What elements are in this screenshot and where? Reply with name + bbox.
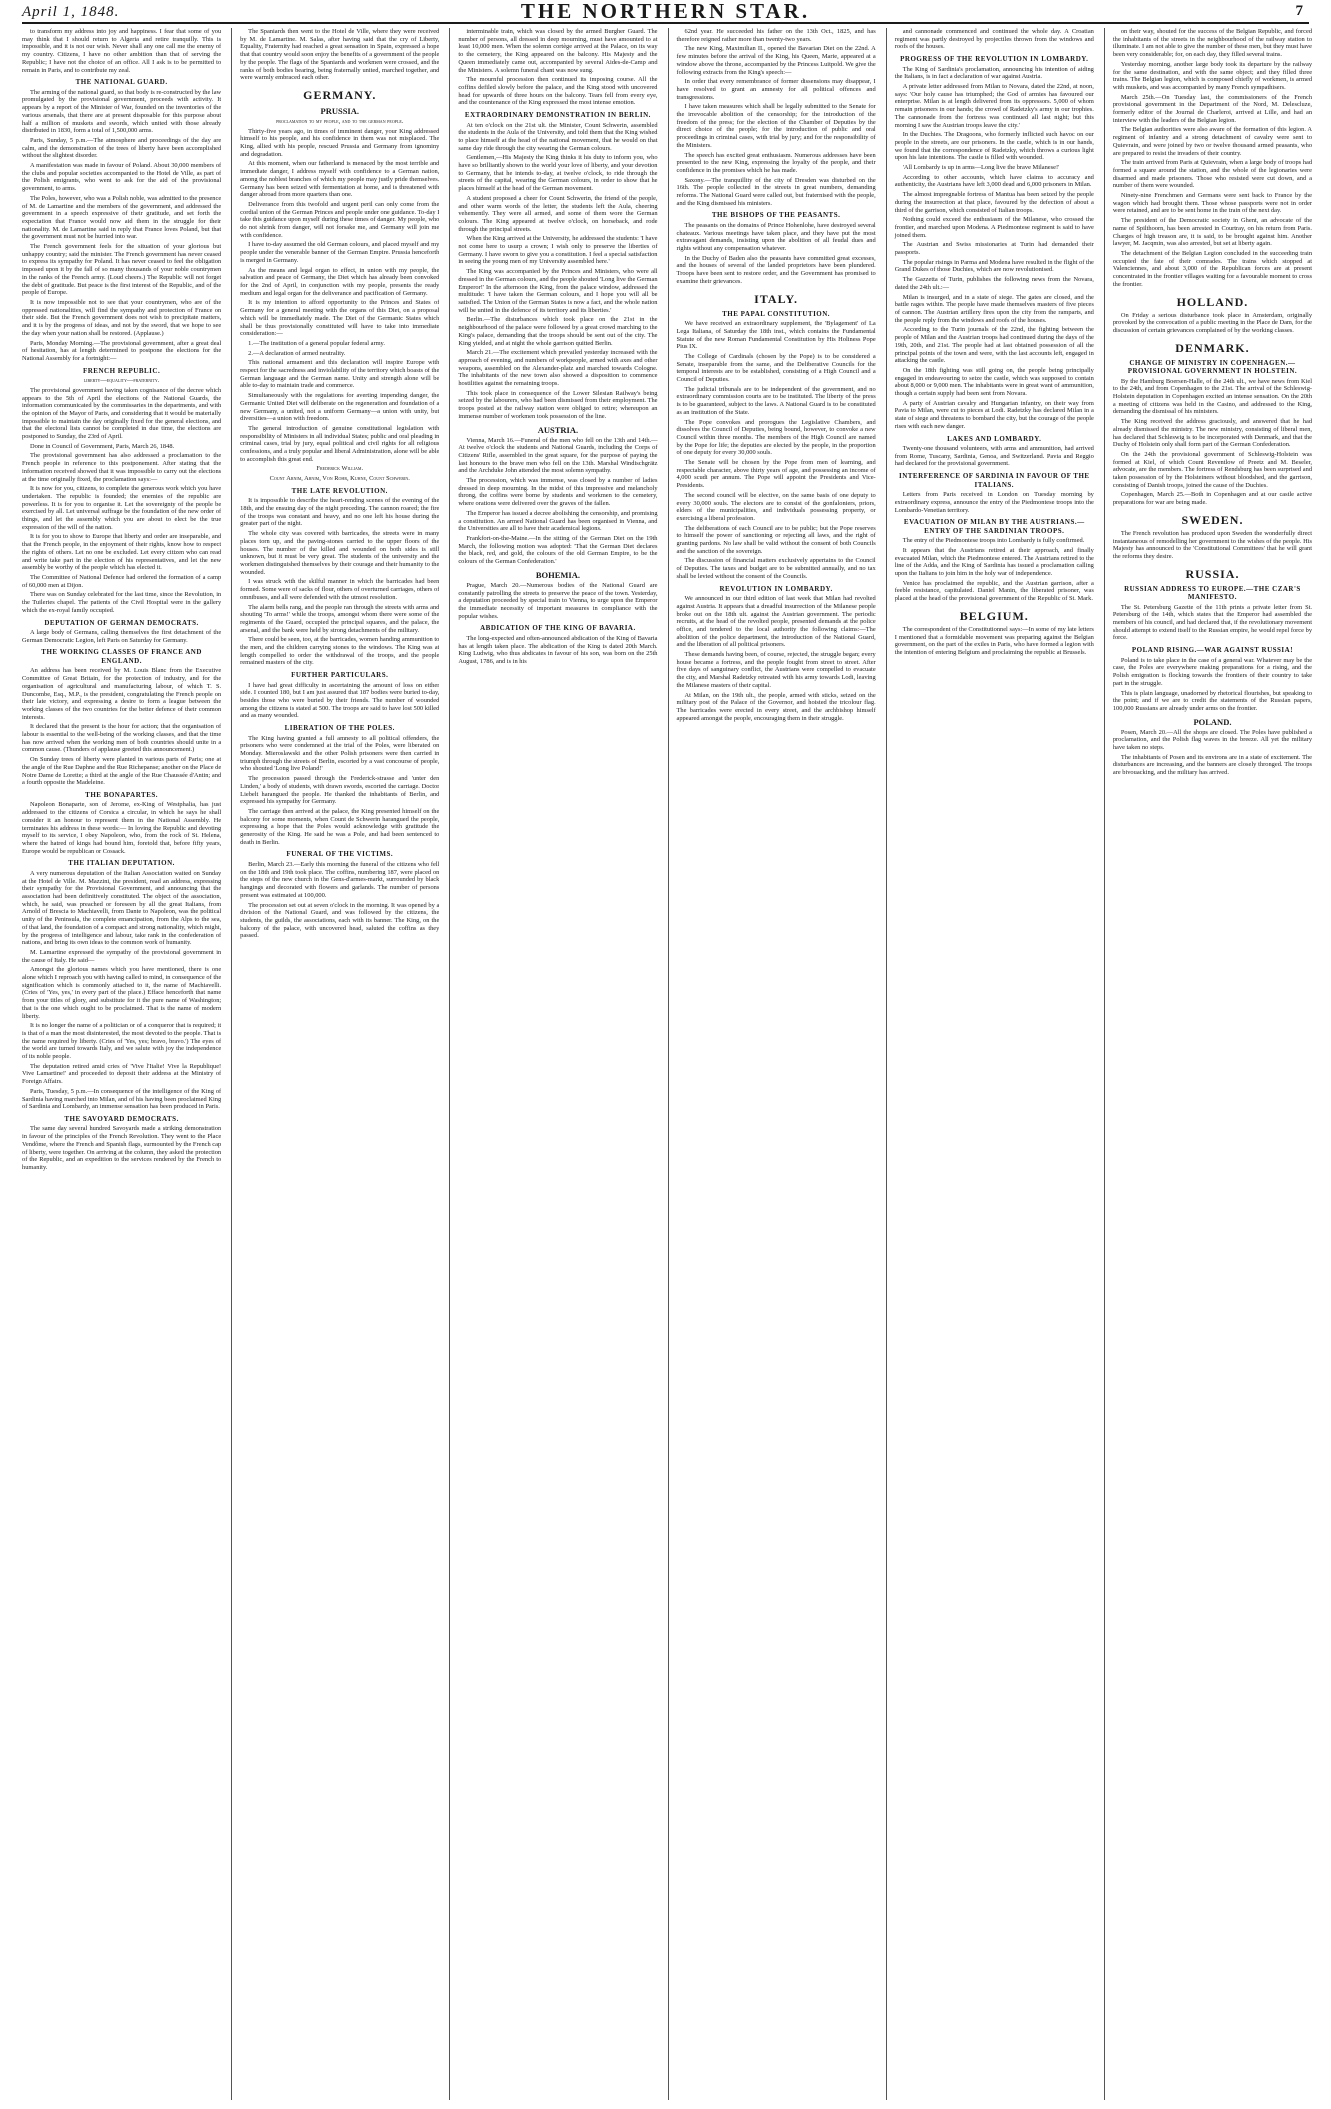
page-number: 7: [1295, 3, 1303, 19]
paragraph: on their way, shouted for the success of the Belgian Republic, and forced the inhabitants of the streets in the neighbourhood of the railway station to illuminate. I am not able to give the number of these men, but they must have been very considerable; for, on each day, they filled several trains.: [1112, 28, 1312, 59]
paragraph: This took place in consequence of the Lower Silesian Railway's being seized by the labourers, who had been dismissed from their employment. The troops posted at the railway station were obliged to retire; whereupon an immense number of workmen took possession of the line.: [458, 389, 658, 420]
paragraph: The same day several hundred Savoyards made a striking demonstration in favour of the principles of the French Revolution. They went to the Place Vendôme, where the French and Spanish flags, surmounted by the French cap of liberty, were together. On arriving at the column, they asked the protection of the Republic, and an expedition to the services rendered by the French to humanity.: [22, 1125, 222, 1171]
paragraph: Venice has proclaimed the republic, and the Austrian garrison, after a feeble resistance, capitulated. Daniel Manin, the liberated prisoner, was placed at the head of the provisional government of the Republic of St. Mark.: [894, 579, 1094, 603]
paragraph: 1.—The institution of a general popular federal army.: [248, 339, 385, 347]
headline: EXTRAORDINARY DEMONSTRATION IN BERLIN.: [464, 111, 651, 120]
headline: BELGIUM.: [959, 608, 1029, 623]
paragraph: The King received the address graciously, and answered that he had already dismissed the ministry. The new ministry, consisting of liberal men, has declared that Schleswig is to be incorporated with Denmark, and that the Duchy of Holstein only shall form part of the German Confederation.: [1112, 418, 1312, 449]
paragraph: The carriage then arrived at the palace, the King presented himself on the balcony for some moments, when Count de Schwerin harangued the people, expressing a hope that the Poles would acknowledge with gratitude the generosity of the King. He said he was a Pole, and had been sentenced to death in Berlin.: [240, 807, 440, 846]
paragraph: The arming of the national guard, so that body is re-constructed by the law promulgated by the provisional government, proceeds with activity. It appears by a report of the Minister of War, founded on the inventories of the various arsenals, that there are at present disposable for this purpose about half a million of muskets and swords, which united with those already distributed in 1830, form a total of 1,500,000 arms.: [22, 88, 222, 135]
paragraph: Napoleon Bonaparte, son of Jerome, ex-King of Westphalia, has just addressed to the citizens of Corsica a circular, in which he says he shall consider it an honour to represent them in the National Assembly. He terminates his address in these words:— In loving the Republic and devoting myself to its service, I obey Napoleon, who, from the rock of St. Helena, where the hatred of kings had bound him, foretold that, before fifty years, Europe would be republican or Cossack.: [22, 801, 222, 855]
paragraph: We announced in our third edition of last week that Milan had revolted against Austria. It appears that a dreadful insurrection of the Milanese people broke out on the 18th ult. against the Austrian government. The periodic recruits, at the head of the revolted people, presented demands at the police office, and tendered to the local authority the following claims:—The abolition of the police department, the introduction of the National Guard, and the liberation of all political prisoners.: [676, 595, 876, 649]
paragraph: March 25th.—On Tuesday last, the commissioners of the French provisional government in the Department of the Nord, M. Delescluze, formerly editor of the Journal de Charleroi, arrived at Lille, and had an interview with the leaders of the Belgian legion.: [1112, 93, 1312, 124]
paragraph: It is my intention to afford opportunity to the Princes and States of Germany for a general meeting with the organs of this Diet, on a proposal which will be immediately made. The Diet of the Germanic States which shall be thus provisionally constituted will have to take into immediate consideration:—: [240, 299, 440, 338]
paragraph: It is no longer the name of a politician or of a conqueror that is required; it is that of a man the most disinterested, the most devoted to the people. That is the name required by liberty. (Cries of 'Yes, yes; bravo, bravo.') The eyes of the world are turned towards Italy, and we salute with joy the independence of its noble people.: [22, 1022, 222, 1061]
paragraph: Berlin, March 23.—Early this morning the funeral of the citizens who fell on the 18th and 19th took place. The coffins, numbering 187, were placed on the steps of the new church in the Gens-d'armes-markt, surrounded by black hangings and decorated with flowers and garlands. The number of persons present was estimated at 100,000.: [240, 860, 440, 899]
paragraph: The procession, which was immense, was closed by a number of ladies dressed in deep mourning. In the midst of this impressive and melancholy throng, the coffins were borne by students and workmen to the cemetery, where orations were delivered over the graves of the fallen.: [458, 477, 658, 508]
headline: THE WORKING CLASSES OF FRANCE AND ENGLAND.: [41, 648, 202, 665]
headline: ITALY.: [754, 291, 799, 306]
paragraph: As the means and legal organ to effect, in union with my people, the salvation and peace of Germany, the Diet which has already been convoked for the 2nd of April, in conjunction with my people, presents the ready medium and legal organ for the deliverance and pacification of Germany.: [240, 266, 440, 297]
column-4: [668, 28, 876, 2100]
paragraph: The correspondent of the Constitutionnel says:—In some of my late letters I mentioned that a formidable movement was preparing against the Belgian government, on the part of the exiles in Paris, who have formed a legion with the intention of entering Belgium and proclaiming the republic at Brussels.: [894, 625, 1094, 656]
paragraph: Poland is to take place in the case of a general war. Whatever may be the case, the Poles are everywhere making preparations for a rising, and the Polish emigration is flocking towards the frontiers of their country to take part in the struggle.: [1112, 656, 1312, 687]
paragraph: 62nd year. He succeeded his father on the 13th Oct., 1825, and has therefore reigned rather more than twenty-two years.: [676, 28, 876, 43]
paragraph: The speech has excited great enthusiasm. Numerous addresses have been presented to the new King, expressing the loyalty of the people, and their confidence in the promises which he has made.: [676, 151, 876, 174]
paragraph: On the 24th the provisional government of Schleswig-Holstein was formed at Kiel, of which Count Reventlow of Preetz and M. Beseler, advocate, are the members. The fortress of Rendsburg has been surprised and taken possession of by the Holsteiners without bloodshed, and the garrison, consisting of Danish troops, joined the cause of the Duchies.: [1112, 450, 1312, 489]
paragraph: These demands having been, of course, rejected, the struggle began; every house became a fortress, and the people fought from street to street. After five days of sanguinary conflict, the Austrians were compelled to evacuate the city, and Marshal Radetzky retreated with his army towards Lodi, leaving the Milanese masters of their capital.: [676, 651, 876, 689]
paragraph: The Spaniards then went to the Hotel de Ville, where they were received by M. de Lamartine. M. Salas, after having said that the cry of Liberty, Equality, Fraternity had reached a great sensation in Spain, expressed a hope that that country would soon enjoy the benefits of a government of the people by the people. The flags of the Spaniards and workmen were crossed, and the ranks of both bodies bearing, being fraternally united, marched together, and were warmly embraced each other.: [240, 28, 440, 82]
paragraph: According to the Turin journals of the 22nd, the fighting between the people of Milan and the Austrian troops had continued during the days of the 19th, 20th, and 21st. The people had at last obtained possession of all the principal points of the town and were, with the last accounts left, engaged in attacking the castle.: [894, 326, 1094, 365]
paragraph: M. Lamartine expressed the sympathy of the provisional government in the cause of Italy. He said—: [22, 948, 222, 964]
paragraph: According to other accounts, which have claims to accuracy and authenticity, the Austrians have left 3,000 dead and 6,000 prisoners in Milan.: [894, 173, 1094, 189]
paragraph: There could be seen, too, at the barricades, women handing ammunition to the men, and the children carrying stones to the windows. The King was at length compelled to order the withdrawal of the troops, and the people remained masters of the city.: [240, 636, 440, 667]
paragraph: The entry of the Piedmontese troops into Lombardy is fully confirmed.: [902, 537, 1085, 545]
paragraph: Paris, Tuesday, 5 p.m.—In consequence of the intelligence of the King of Sardinia having marched into Milan, and of his having been proclaimed King of Sardinia and Lombardy, an immense sensation has been produced in Paris.: [22, 1087, 222, 1111]
paragraph: Gentlemen,—His Majesty the King thinks it his duty to inform you, who have so brilliantly shown to the world your love of liberty, and your devotion to Germany, that he intends to-day, at twelve o'clock, to ride through the streets of the capital, wearing the German colours, in order to show that he places himself at the head of the German movement.: [458, 154, 658, 193]
paragraph: The train arrived from Paris at Quievrain, when a large body of troops had formed a square around the station, and the whole of the legionaries were disarmed and made prisoners. Those who resisted were cut down, and a number of them were wounded.: [1112, 159, 1312, 190]
paragraph: The procession passed through the Frederick-strasse and 'unter den Linden,' a body of students, with drawn swords, escorted the carriage. Doctor Liebelt harangued the people. He thanked the inhabitants of Berlin, and expressed his sympathy for Germany.: [240, 775, 440, 806]
headline: RUSSIA.: [1185, 566, 1240, 581]
paragraph: Copenhagen, March 25.—Both in Copenhagen and at our castle active preparations for war are being made.: [1112, 491, 1312, 507]
paragraph: March 21.—The excitement which prevailed yesterday increased with the approach of evening, and numbers of workpeople, armed with axes and other weapons, assembled on the Alexander-platz and marched towards Cologne. The inhabitants of the new town also showed a disposition to commence hostilities against the remaining troops.: [458, 349, 658, 388]
paragraph: A large body of Germans, calling themselves the first detachment of the German Democratic Legion, left Paris on Saturday for Germany.: [22, 629, 222, 644]
paragraph: A party of Austrian cavalry and Hungarian infantry, on their way from Pavia to Milan, were cut to pieces at Lodi. Radetzky has declared Milan in a state of siege and threatens to bombard the city, but the courage of the people rises with each new danger.: [894, 399, 1094, 430]
paragraph: The alarm bells rang, and the people ran through the streets with arms and shouting 'To arms!' while the troops, amongst whom there were some of the regiments of the Guard, occupied the principal squares, and the palace, the arsenal, and the bank were held by strong detachments of the military.: [240, 603, 440, 634]
headline: THE BONAPARTES.: [85, 790, 159, 799]
paragraph: I have taken measures which shall be legally submitted to the Senate for the irrevocable abolition of the censorship; for the introduction of the freedom of the press; for the election of the Chamber of Deputies by the direct choice of the people; for the introduction of public and oral proceedings in criminal cases, with trial by jury; and for the responsibility of the Ministers.: [676, 103, 876, 149]
paragraph: In the Duchies. The Dragoons, who formerly inflicted such havoc on our people in the streets, are our prisoners. In the castle, which is in our hands, we found that the correspondence of Radetzky, which throws a curious light upon his late intentions. The castle is filled with wounded.: [894, 131, 1094, 162]
paragraph: The provisional government having taken cognisance of the decree which appears to the 5th of April the elections of the National Guards, the information communicated by the commissaries in the departments, and with the opinion of the Mayor of Paris, and considering that it would be materially impossible to maintain the day originally fixed for the general elections, and that the electoral lists cannot be completed in due time, the elections are postponed to Sunday, the 23rd of April.: [22, 386, 222, 441]
paragraph: This national armament and this declaration will inspire Europe with respect for the sacredness and inviolability of the territory which boasts of the German language and the German name. Unity and strength alone will be able to-day to maintain trade and commerce.: [240, 359, 440, 390]
paragraph: It is now for you, citizens, to complete the generous work which you have undertaken. The republic is founded; the enemies of the republic are powerless. It is for you to organise it. Let the sovereignty of the people be exercised by all. Let universal suffrage be the foundation of the new order of things, and let the assembly which you are about to elect be the true expression of the will of the nation.: [22, 485, 222, 531]
column-6: [1104, 28, 1312, 2100]
paragraph: The French government feels for the situation of your glorious but unhappy country; said the minister. The French government has never ceased to express its sympathy for Poland. It has never ceased to feel the obligation imposed upon it by the fall of so many thousands of your noble countrymen in the ranks of the French army. (Loud cheers.) The Republic will not forget the debt of gratitude. But peace is the first interest of the Republic, and of the people of Europe.: [22, 243, 222, 297]
paragraph: A student proposed a cheer for Count Schwerin, the friend of the people, and other warm words of the letter, the students left the Aula, cheering vehemently. They were all armed, and some of them wore the German colours. The King appeared at twelve o'clock, on horseback, and rode through the principal streets.: [458, 194, 658, 233]
paragraph: I was struck with the skilful manner in which the barricades had been formed. Some were of sacks of flour, others of overturned carriages, others of omnibuses, and all were defended with the utmost resolution.: [240, 578, 440, 601]
paragraph: It appears that the Austrians retired at their approach, and finally evacuated Milan, which the Piedmontese entered. The Austrians retired to the line of the Adda, and the King of Sardinia has issued a proclamation calling upon the Italians to join him in the holy war of independence.: [894, 546, 1094, 578]
paragraph: The College of Cardinals (chosen by the Pope) is to be considered a Senate, inseparable from the same, and the Deliberative Councils for the temporal interests are to be established, consisting of a High Council and a Council of Deputies.: [676, 352, 876, 384]
paragraph: An address has been received by M. Louis Blanc from the Executive Committee of Great Britain, for the protection of industry, and for the organisation of agricultural and manufacturing labour, of which T. S. Duncombe, Esq., M.P., is the president, congratulating the French people on their late victory, and expressing a desire to form a league between the working classes of the two countries for the better defence of their common interests.: [22, 667, 222, 721]
paragraph: At this moment, when our fatherland is menaced by the most terrible and immediate danger, I address myself with confidence to a German nation, among the noblest branches of which my people may justly pride themselves. Germany has been seized with fermentation at home, and is threatened with danger abroad from more quarters than one.: [240, 160, 440, 199]
paragraph: The long-expected and often-announced abdication of the King of Bavaria has at length taken place. The abdication of the King is dated 20th March. King Ludwig, who thus abdicates in favour of his son, was born on the 25th August, 1786, and is in his: [458, 634, 658, 665]
paragraph: The French revolution has produced upon Sweden the wonderfully direct instantaneous of remodelling her government to the wishes of the people. His Majesty has announced to the 'Constitutional Committees' that he will grant the reforms they desire.: [1112, 529, 1312, 560]
headline: THE LATE REVOLUTION.: [291, 486, 388, 495]
signature: proclamation to my people, and to the german people.: [276, 117, 404, 125]
paragraph: The deliberations of each Council are to be public; but the Pope reserves to himself the power of sanctioning or rejecting all laws, and the right of granting pardons. No law shall be valid without the consent of both Councils and the sanction of the sovereign.: [676, 524, 876, 555]
paragraph: interminable train, which was closed by the armed Burgher Guard. The number of persons, all dressed in deep mourning, must have amounted to at least 10,000 men. When the solemn cortège arrived at the Palace, on its way to the cemetery, the King appeared on the balcony. His Majesty and the Queen immediately came out, accompanied by several Aides-de-Camp and the Ministers. A solemn funeral chant was now sung.: [458, 28, 658, 74]
paragraph: The whole city was covered with barricades, the streets were in many places torn up, and the paving-stones carried to the upper floors of the houses. The number of the killed and wounded on both sides is still unknown, but it must be very great. The students of the university and the workmen distinguished themselves by their courage and their humanity to the wounded.: [240, 530, 440, 576]
signature: liberty—equality—fraternity.: [83, 377, 160, 385]
headline: PRUSSIA.: [320, 105, 359, 116]
headline: FUNERAL OF THE VICTIMS.: [286, 850, 394, 859]
headline: SWEDEN.: [1181, 512, 1244, 527]
headline: THE PAPAL CONSTITUTION.: [722, 309, 831, 318]
paragraph: The new King, Maximilian II., opened the Bavarian Diet on the 22nd. A few minutes before the arrival of the King, his Queen, Marie, appeared at a window above the throne, accompanied by the Princess Luitpold. We give the following extracts from the King's speech:—: [676, 45, 876, 76]
paragraph: It is for you to show to Europe that liberty and order are inseparable, and that the French people, in the enjoyment of their rights, know how to respect the rights of others. Let no one be excluded. Let every citizen who can read and write take part in the election of his representatives, and let the new assembly be worthy of the people which has elected it.: [22, 533, 222, 572]
paragraph: The peasants on the domains of Prince Hohenlohe, have destroyed several chateaux. Various meetings have taken place, and they have put the most extravagant demands, insisting upon the abolition of all feudal dues and rights without any compensation whatever.: [676, 221, 876, 253]
paragraph: Paris, Monday Morning.—The provisional government, after a great deal of hesitation, has at length determined to postpone the elections for the National Assembly for a fortnight:—: [22, 339, 222, 362]
paragraph: The Austrian and Swiss missionaries at Turin had demanded their passports.: [894, 241, 1094, 257]
paragraph: The King having granted a full amnesty to all political offenders, the prisoners who were condemned at the trial of the Poles, were liberated on Monday. Mieroslawski and the other Polish prisoners were then carried in triumph through the streets of Berlin, escorted by a vast concourse of people, who shouted 'Long live Poland!': [240, 734, 440, 773]
paragraph: A private letter addressed from Milan to Novara, dated the 22nd, at noon, says: 'Our holy cause has triumphed; the God of armies has favoured our enterprise. Milan is at length delivered from its oppressors. 5,000 of whom remain prisoners in our hands; the crowd of Radetzky's army in our trophies. The cannonade from the fortress was continued all last night; but this morning I saw the Austrian troops leave the city.': [894, 83, 1094, 129]
paragraph: The almost impregnable fortress of Mantua has been seized by the people during the insurrection at that place, favoured by the defection of about a third of the garrison, which consisted of Italian troops.: [894, 191, 1094, 214]
headline: HOLLAND.: [1176, 294, 1249, 309]
paragraph: The deputation retired amid cries of 'Vive l'Italie! Vive la Republique! Vive Lamartine!' and proceeded to deposit their address at the Ministry of Foreign Affairs.: [22, 1062, 222, 1086]
paragraph: A manifestation was made in favour of Poland. About 30,000 members of the clubs and popular societies accompanied to the Hotel de Ville, as part of the Polish emigrants, who went to ask for the aid of the provisional government, to arms.: [22, 162, 222, 193]
masthead: [22, 2, 1309, 24]
paragraph: A very numerous deputation of the Italian Association waited on Sunday at the Hotel de Ville. M. Mazzini, the president, read an address, expressing their sympathy for the Provisional Government, and announcing that the association had been definitively constituted. The object of the association, which, he said, was preached or foreseen by all the great Italians, from Arnold of Brescia to Machiavelli, from Dante to Napoleon, was the political unity of the Peninsula, the complete emancipation, from the Alps to the sea, of that land, the foundation of a compact and strong nationality, which might, by the progress of intelligence and labour, take rank in the confederation of nations, and bring its own ideas to the common work of humanity.: [22, 869, 222, 947]
paragraph: The mournful procession then continued its imposing course. All the coffins defiled slowly before the palace, and the King stood with uncovered head for upwards of three hours on the balcony. Tears fell from every eye, and the countenance of the King expressed the most intense emotion.: [458, 76, 658, 107]
headline: GERMANY.: [303, 87, 377, 102]
paragraph: Milan is insurged, and in a state of siege. The gates are closed, and the battle rages within. The people have made themselves masters of five pieces of cannon. The Austrian artillery fires upon the city from the ramparts, and the people reply from the windows and roofs of the houses.: [894, 293, 1094, 324]
paragraph: The Belgian authorities were also aware of the formation of this legion. A regiment of infantry and a strong detachment of cavalry were sent to Quievrain, and were joined by two or twelve thousand armed peasants, who are prepared to resist the invaders of their country.: [1112, 126, 1312, 157]
headline: FRENCH REPUBLIC.: [82, 366, 161, 375]
masthead-title: THE NORTHERN STAR.: [520, 0, 811, 23]
headline: THE NATIONAL GUARD.: [75, 78, 168, 87]
headline: EVACUATION OF MILAN BY THE AUSTRIANS.—ENTRY OF THE SARDINIAN TROOPS.: [903, 518, 1085, 535]
paragraph: The Pope convokes and prorogues the Legislative Chambers, and dissolves the Council of Deputies, being bound, however, to convoke a new Council within three months. The members of the High Council are named by the Pope for life; the deputies are elected by the people, in the proportion of one deputy for every 30,000 souls.: [676, 418, 876, 457]
headline: RUSSIAN ADDRESS TO EUROPE.—THE CZAR'S MANIFESTO.: [1124, 584, 1301, 602]
paragraph: Simultaneously with the regulations for averting impending danger, the Germanic United Diet will deliberate on the regeneration and foundation of a new Germany, a united, not a uniform Germany—a union with unity, but diversities—a union with freedom.: [240, 392, 440, 423]
paragraph: Done in Council of Government, Paris, March 26, 1848.: [30, 442, 175, 450]
paragraph: On the 18th fighting was still going on, the people being principally engaged in endeavouring to seize the castle, which was supposed to contain about 8,000 or 9,000 men. The inhabitants were in great want of ammunition, though a certain supply had been sent from Novara.: [894, 366, 1094, 398]
paragraph: When the King arrived at the University, he addressed the students: 'I have not come here to usurp a crown; I wish only to preserve the liberties of Germany. I have sworn to give you a constitution. I feel a special satisfaction in seeing the young men of my University assembled here.': [458, 235, 658, 266]
paragraph: Berlin.—The disturbances which took place on the 21st in the neighbourhood of the palace were followed by a great crowd marching to the King's palace, demanding that the troops should be sent out of the city. The King yielded, and at night the whole garrison quitted Berlin.: [458, 316, 658, 347]
paragraph: The Committee of National Defence had ordered the formation of a camp of 60,000 men at Dijon.: [22, 574, 222, 589]
paragraph: Twenty-one thousand volunteers, with arms and ammunition, had arrived from Rome, Tuscany, Sardinia, Genoa, and Switzerland. Pavia and Reggio had declared for the provisional government.: [894, 445, 1094, 468]
paragraph: The King was accompanied by the Princes and Ministers, who were all dressed in the German colours, and the people shouted 'Long live the German Emperor!' In the afternoon the King, from the palace window, addressed the multitude: 'I have taken the German colours, and I hope you will all be satisfied. The Union of the German States is now a fact, and the whole nation will be united in the defence of its territory and its liberties.': [458, 268, 658, 314]
paragraph: Saxony.—The tranquillity of the city of Dresden was disturbed on the 16th. The people collected in the streets in great numbers, demanding reforms. The National Guard were called out, but fraternised with the people, and the King dismissed his ministers.: [676, 176, 876, 207]
paragraph: Vienna, March 16.—Funeral of the men who fell on the 13th and 14th.—At twelve o'clock the students and National Guards, including the Corps of Citizens' Rifle, assembled in the great square, for the purpose of paying the last honours to the brave men who fell on the 13th. Marshal Windischgrätz and the Archduke John attended the most solemn sympathy.: [458, 436, 658, 475]
signature: Frederick William.: [316, 465, 364, 473]
paragraph: In the Duchy of Baden also the peasants have committed great excesses, and the houses of several of the landed proprietors have been plundered. Troops have been sent to restore order, and the Government has promised to examine their grievances.: [676, 254, 876, 285]
paragraph: Letters from Paris received in London on Tuesday morning by extraordinary express, announce the entry of the Piedmontese troops into the Lombardo-Venetian territory.: [894, 491, 1094, 514]
paragraph: It is now impossible not to see that your countrymen, who are of the oppressed nationalities, will find the sympathy and protection of France on their side. But the French government does not wish to precipitate matters, and it is by the progress of ideas, and not by the sword, that we hope to see the day when your nation shall be restored. (Applause.): [22, 299, 222, 337]
paragraph: By the Hamburg Boersen-Halle, of the 24th ult., we have news from Kiel to the 24th, and from Copenhagen to the 21st. The arrival of the Schleswig-Holstein deputation in Copenhagen excited an intense sensation. On the 20th a meeting of citizens was held in the Casino, and addressed to the King, demanding the dismissal of his ministers.: [1112, 377, 1312, 416]
headline: REVOLUTION IN LOMBARDY.: [719, 584, 833, 593]
headline: PROGRESS OF THE REVOLUTION IN LOMBARDY.: [900, 55, 1089, 64]
paragraph: The judicial tribunals are to be independent of the government, and no extraordinary commission courts are to be instituted. The liberty of the press is to be guaranteed, subject to the laws. A National Guard is to be constituted as an institution of the State.: [676, 385, 876, 416]
headline: POLAND RISING.—WAR AGAINST RUSSIA!: [1131, 646, 1294, 655]
paragraph: In order that every remembrance of former dissensions may disappear, I have resolved to grant an amnesty for all political offences and transgressions.: [676, 78, 876, 101]
paragraph: Deliverance from this twofold and urgent peril can only come from the cordial union of the German Princes and people under one guidance. To-day I take this guidance upon myself during these times of danger. My people, who do not shrink from danger, will not forsake me, and Germany will join me with confidence.: [240, 200, 440, 239]
paragraph: The detachment of the Belgian Legion concluded in the succeeding train occupied the fate of their comrades. The trains which stopped at Valenciennes, and about 3,000 of the Republican forces are at present concentrated in the frontier villages waiting for a favourable moment to cross the frontier.: [1112, 249, 1312, 288]
paragraph: 2.—A declaration of armed neutrality.: [248, 349, 346, 357]
paragraph: The second council will be elective, on the same basis of one deputy to every 30,000 souls. The electors are to consist of the gonfaloniers, priors, elders of the municipalities, and individuals possessing property, or exercising a liberal profession.: [676, 491, 876, 522]
paragraph: The Senate will be chosen by the Pope from men of learning, and respectable character, above thirty years of age, and possessing an income of 4,000 scudi per annum. The Pope will appoint the Presidents and Vice-Presidents.: [676, 459, 876, 490]
paragraph: The Gazzetta of Turin, publishes the following news from the Novara, dated the 24th ult.:—: [894, 276, 1094, 291]
paragraph: The provisional government has also addressed a proclamation to the French people in reference to this postponement. After stating that the information received showed that it was impossible to carry out the elections at the time originally fixed, the proclamation says:—: [22, 452, 222, 483]
paragraph: Thirty-five years ago, in times of imminent danger, your King addressed himself to his people, and his confidence in them was not misplaced. The King, allied with his people, rescued Prussia and Germany from ignominy and degradation.: [240, 127, 440, 158]
headline: THE BISHOPS OF THE PEASANTS.: [711, 211, 841, 220]
paragraph: It declared that the present is the hour for action; that the organisation of labour is essential to the well-being of the working classes, and that the time has now arrived when the working men of both countries should unite in a common cause. (Thunders of applause greeted this announcement.): [22, 723, 222, 754]
paragraph: Posen, March 20.—All the shops are closed. The Poles have published a proclamation, and the Polish flag waves in the breeze. All yet the military have taken no steps.: [1112, 728, 1312, 752]
paragraph: Paris, Sunday, 5 p.m.—The atmosphere and proceedings of the day are calm, and the demonstration of the trees of liberty have been accomplished without the slightest disorder.: [22, 136, 222, 160]
paragraph: The president of the Democratic society in Ghent, an advocate of the name of Spilthoorn, has been arrested in Courtray, on his return from Paris. Charges of high treason are, it is said, to be brought against him. Another lawyer, M. Jacqmin, was also arrested, but set at liberty again.: [1112, 217, 1312, 248]
paragraph: Amongst the glorious names which you have mentioned, there is one alone which I reproach you with having called to mind, in consequence of the signification which is commonly attached to it, the name of Machiavelli. (Cries of 'Yes, yes,' in every part of the place.) Efface henceforth that name from your titles of glory, and substitute for it the pure name of Washington; that is the one which ought to be proclaimed. That is the name of modern liberty.: [22, 966, 222, 1020]
masthead-date: April 1, 1848.: [22, 4, 120, 20]
paragraph: Yesterday morning, another large body took its departure by the railway for the same destination, and with the same object; and they filled three trains. The Belgian legion, which is composed chiefly of workmen, is armed with muskets, and was accompanied by many French sympathisers.: [1112, 60, 1312, 91]
paragraph: I have had great difficulty in ascertaining the amount of loss on either side. I counted 180, but I am just assured that 187 bodies were buried to-day, besides those who were buried by their friends. The number of wounded among the citizens is stated at 500. The troops are said to have lost 500 killed and as many wounded.: [240, 681, 440, 720]
paragraph: The King of Sardinia's proclamation, announcing his intention of aiding the Italians, is in fact a declaration of war against Austria.: [894, 65, 1094, 81]
column-3: [449, 28, 657, 2100]
paragraph: On Friday a serious disturbance took place in Amsterdam, originally provoked by the convocation of a public meeting in the Place de Dam, for the discussion of certain grievances complained of by the working classes.: [1112, 311, 1312, 334]
headline: BOHEMIA.: [535, 569, 580, 580]
paragraph: The St. Petersburg Gazette of the 11th prints a private letter from St. Petersburg of the 14th, which states that the Emperor had assembled the members of his council, and had declared that, if the revolutionary movement should attempt to extend itself to the Russian empire, he would repel force by force.: [1112, 603, 1312, 642]
paragraph: I have to-day assumed the old German colours, and placed myself and my people under the venerable banner of the German Empire. Prussia henceforth is merged in Germany.: [240, 241, 440, 264]
paragraph: The procession set out at seven o'clock in the morning. It was opened by a division of the National Guard, and was followed by the citizens, the students, the guilds, the associations, each with its banner. The King, on the balcony of the palace, with uncovered head, saluted the coffins as they passed.: [240, 901, 440, 940]
paragraph: We have received an extraordinary supplement, the 'Bylagement' of La Lega Italiana, of Saturday the 18th inst., which contains the Fundamental Statute of the new Roman Fundamental Constitution by His Holiness Pope Pius IX.: [676, 320, 876, 351]
paragraph: The popular risings in Parma and Modena have resulted in the flight of the Grand Dukes of those Duchies, which are now revolutionised.: [894, 258, 1094, 274]
headline: ABDICATION OF THE KING OF BAVARIA.: [480, 624, 636, 633]
paragraph: At ten o'clock on the 21st ult. the Minister, Count Schwerin, assembled the students in the Aula of the University, and told them that the King wished to place himself at the head of the national movement, that he would on that same day ride through the city wearing the German colours.: [458, 121, 658, 152]
headline: INTERFERENCE OF SARDINIA IN FAVOUR OF THE ITALIANS.: [898, 472, 1090, 489]
paragraph: to transform my address into joy and happiness. I fear that some of you may think that I should return to Algeria and retire tranquilly. This is impossible, and it is not our wish. Never shall any one call me the enemy of my country. Citizens, I have no other ambition than that of serving the Republic; I have not the choice of an office. All I ask is to be permitted to remain in Paris, and to contribute my zeal.: [22, 28, 222, 74]
paragraph: There was on Sunday celebrated for the last time, since the Revolution, in the Tuileries chapel. The patients of the Civil Hospital were in the gallery which the ex-royal family occupied.: [22, 591, 222, 614]
article-columns: [22, 28, 1312, 2100]
paragraph: and cannonade commenced and continued the whole day. A Croatian regiment was partly destroyed by projectiles thrown from the windows and roofs of the houses.: [894, 28, 1094, 51]
headline: THE ITALIAN DEPUTATION.: [68, 859, 175, 868]
column-5: [886, 28, 1094, 2100]
headline: LIBERATION OF THE POLES.: [284, 724, 395, 733]
paragraph: Prague, March 20.—Numerous bodies of the National Guard are constantly patrolling the streets to preserve the peace of the town. Yesterday, a deputation proceeded by special train to Vienna, to urge upon the Emperor the immediate necessity of important measures in compliance with the popular wishes.: [458, 581, 658, 620]
paragraph: This is plain language, unadorned by rhetorical flourishes, but speaking to the point; and if we are to credit the statements of the Russian papers, 100,000 Russians are already under arms on the frontier.: [1112, 689, 1312, 712]
paragraph: The inhabitants of Posen and its environs are in a state of excitement. The disturbances are increasing, and the banners are closely thronged. The troops are bivouacking, and the military has arrived.: [1112, 753, 1312, 777]
headline: FURTHER PARTICULARS.: [291, 671, 389, 680]
headline: DENMARK.: [1175, 340, 1250, 355]
paragraph: The general introduction of genuine constitutional legislation with responsibility of Ministers in all individual States; public and oral pleading in criminal cases, trial by jury, equal political and civil rights for all religious confessions, and a truly popular and liberal Administration, alone will be able to accomplish this great end.: [240, 424, 440, 463]
headline: LAKES AND LOMBARDY.: [947, 434, 1042, 443]
headline: AUSTRIA.: [537, 424, 579, 435]
paragraph: At Milan, on the 19th ult., the people, armed with sticks, seized on the military post of the Palace of the Governor, and hoisted the tricolour flag. The barricades were erected in every street, and the archbishop himself appeared amongst the people, encouraging them in their struggle.: [676, 691, 876, 722]
paragraph: Ninety-nine Frenchmen and Germans were sent back to France by the wagon which had brought them. Those whose passports were not in order were retained, and are to be sent home in the train of the next day.: [1112, 192, 1312, 215]
column-2: [231, 28, 439, 2100]
paragraph: Nothing could exceed the enthusiasm of the Milanese, who crossed the frontier, and marched upon Modena. A Piedmontese regiment is said to have joined them.: [894, 216, 1094, 239]
headline: DEPUTATION OF GERMAN DEMOCRATS.: [44, 618, 199, 627]
paragraph: On Sunday trees of liberty were planted in various parts of Paris; one at the angle of the Rue Daphne and the Rue Richepanse; another on the Place de Notre Dame de Lorette; a third at the angle of the Rue Chaussée d'Antin; and a fourth opposite the Madeleine.: [22, 756, 222, 787]
paragraph: The Poles, however, who was a Polish noble, was admitted to the presence of M. de Lamartine and the members of the government, and addressed the government in a speech expressive of their gratitude, and set forth the expectation that France would now aid them in the struggle for their nationality. M. de Lamartine said in reply that France loves Poland, but that the government must not be hurried into war.: [22, 194, 222, 241]
paragraph: Frankfort-on-the-Maine.—In the sitting of the German Diet on the 19th March, the following motion was adopted: 'That the German Diet declares the black, red, and gold, the colours of the old German Empire, to be the colours of the German Confederation.': [458, 534, 658, 566]
headline: THE SAVOYARD DEMOCRATS.: [64, 1114, 179, 1123]
headline: CHANGE OF MINISTRY IN COPENHAGEN.—PROVISIONAL GOVERNMENT IN HOLSTEIN.: [1127, 358, 1298, 376]
column-1: [22, 28, 221, 2100]
paragraph: It is impossible to describe the heart-rending scenes of the evening of the 18th, and the ensuing day of the night preceding. The cannon roared; the fire of the troops was constant and heavy, and no one left his house during the greater part of the night.: [240, 497, 440, 528]
paragraph: 'All Lombardy is up in arms—Long live the brave Milanese!': [902, 164, 1060, 172]
headline: POLAND.: [1193, 716, 1232, 727]
paragraph: The discussion of financial matters exclusively appertains to the Council of Deputies. The taxes and budget are to be submitted annually, and no tax shall be levied without the consent of the Councils.: [676, 557, 876, 580]
paragraph: The Emperor has issued a decree abolishing the censorship, and promising a constitution. An armed National Guard has been organised in Vienna, and the Universities are all to have their academical legions.: [458, 509, 658, 533]
signature: Count Arnim, Arnim, Von Rohr, Kuhne, Count Schwerin.: [269, 475, 410, 483]
